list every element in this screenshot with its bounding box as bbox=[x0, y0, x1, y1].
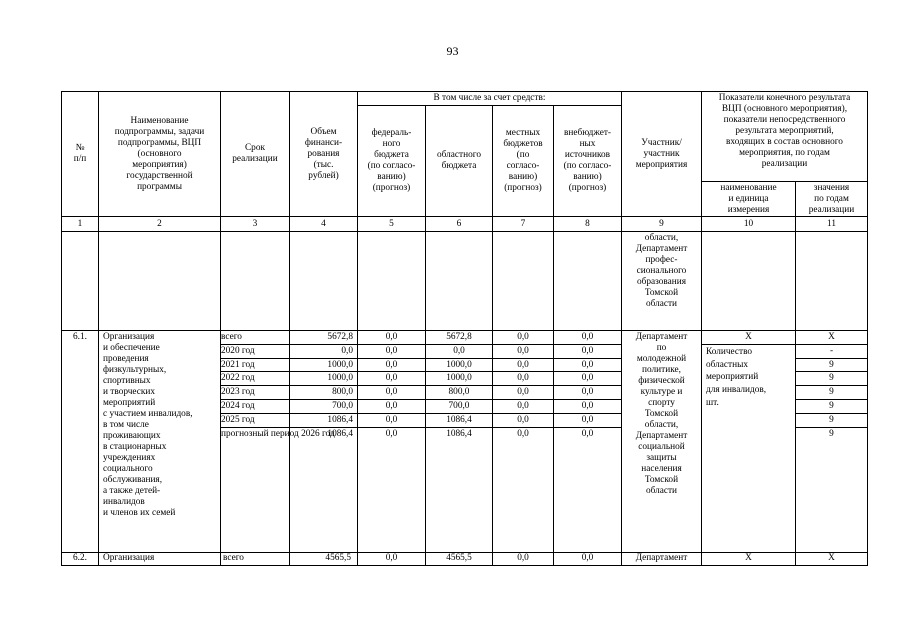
table-row-6-1 bbox=[62, 331, 868, 553]
row-participant: Департамент bbox=[622, 553, 702, 566]
federal-value: 0,0 bbox=[358, 386, 425, 400]
column-number: 8 bbox=[554, 217, 622, 232]
federal-value: 0,0 bbox=[358, 331, 425, 345]
row-participant: Департамент по молодежной политике, физической культуре и спорту Томской области, Департамент социальной защиты населения Томской области bbox=[622, 331, 702, 553]
column-number: 4 bbox=[290, 217, 358, 232]
header-period: Срок реализации bbox=[221, 92, 290, 217]
indicator-values bbox=[796, 331, 867, 440]
local-values bbox=[493, 331, 553, 440]
header-indicators-group bbox=[702, 92, 868, 217]
header-name: Наименование подпрограммы, задачи подпрограммы, ВЦП (основного мероприятия) государственной программы bbox=[99, 92, 221, 217]
indicator-value: - bbox=[796, 345, 867, 359]
total-values bbox=[290, 331, 357, 440]
indicator-value: 9 bbox=[796, 400, 867, 414]
regional-value: 1000,0 bbox=[426, 359, 492, 373]
extra-value: 0,0 bbox=[581, 428, 594, 439]
period: всего bbox=[221, 553, 290, 566]
local-value: 0,0 bbox=[493, 345, 553, 359]
header-sources-group: В том числе за счет средств: bbox=[358, 92, 622, 106]
regional-value: 700,0 bbox=[426, 400, 492, 414]
federal-value: 0,0 bbox=[358, 359, 425, 373]
period: 2020 год bbox=[221, 345, 289, 359]
column-number: 6 bbox=[426, 217, 493, 232]
column-number: 1 bbox=[62, 217, 99, 232]
federal-value: 0,0 bbox=[358, 414, 425, 428]
header-indicator-values: значения по годам реализации bbox=[808, 183, 855, 215]
indicator-value: 9 bbox=[829, 428, 834, 439]
column-number: 5 bbox=[358, 217, 426, 232]
indicator-value: 9 bbox=[796, 386, 867, 400]
total-value: 1086,4 bbox=[290, 414, 357, 428]
local-value: 0,0 bbox=[493, 372, 553, 386]
column-number: 11 bbox=[796, 217, 868, 232]
program-table bbox=[61, 91, 868, 566]
header-participant: Участник/ участник мероприятия bbox=[622, 92, 702, 217]
total-value: 1000,0 bbox=[290, 359, 357, 373]
period: 2022 год bbox=[221, 372, 289, 386]
indicator-value: 9 bbox=[796, 359, 867, 373]
total-value: 5672,8 bbox=[290, 331, 357, 345]
row-name: Организация и обеспечение проведения физкультурных, спортивных и творческих мероприятий с участием инвалидов, в том числе проживающих в стационарных учреждениях социального обслуживания, а также детей- инвалидов и членов их семей bbox=[99, 331, 221, 553]
continuation-participant: области, Департамент профес- сионального образования Томской области bbox=[622, 232, 702, 331]
federal-value: 0,0 bbox=[358, 400, 425, 414]
extra-value: 0,0 bbox=[554, 372, 621, 386]
header-extra: внебюджет- ных источников (по согласо- ванию) (прогноз) bbox=[554, 106, 622, 217]
header-local: местных бюджетов (по согласо- ванию) (прогноз) bbox=[493, 106, 554, 217]
indicator-value: 9 bbox=[796, 372, 867, 386]
header-indicators-title: Показатели конечного результата ВЦП (основного мероприятия), показатели непосредственного результата мероприятий, входящих в состав основного мероприятия, по годам реализации bbox=[702, 92, 867, 182]
regional-value: 1086,4 bbox=[426, 414, 492, 428]
period: всего bbox=[221, 331, 289, 345]
extra-value: 0,0 bbox=[554, 331, 621, 345]
period: 2024 год bbox=[221, 400, 289, 414]
indicator-value: 9 bbox=[796, 414, 867, 428]
row-number: 6.2. bbox=[62, 553, 99, 566]
period: 2023 год bbox=[221, 386, 289, 400]
local-value: 0,0 bbox=[493, 331, 553, 345]
header-federal: федераль- ного бюджета (по согласо- ванию) (прогноз) bbox=[358, 106, 426, 217]
extra-value: 0,0 bbox=[554, 386, 621, 400]
indicator-first: Х bbox=[702, 331, 795, 345]
period: прогнозный период 2026 год bbox=[221, 428, 335, 439]
extra-value: 0,0 bbox=[554, 400, 621, 414]
column-number: 7 bbox=[493, 217, 554, 232]
indicator-name: Количество областных мероприятий для инвалидов, шт. bbox=[706, 346, 767, 408]
extra-values bbox=[554, 331, 621, 440]
continuation-row bbox=[62, 232, 868, 331]
period-list bbox=[221, 331, 335, 440]
column-number: 9 bbox=[622, 217, 702, 232]
total-value: 1000,0 bbox=[290, 372, 357, 386]
row-number: 6.1. bbox=[62, 331, 99, 553]
local-value: 0,0 bbox=[517, 428, 529, 439]
indicator-name: Х bbox=[702, 553, 796, 566]
column-number: 2 bbox=[99, 217, 221, 232]
table-row-6-2 bbox=[62, 553, 868, 566]
header-indicator-name: наименование и единица измерения bbox=[702, 182, 796, 216]
regional-value: 800,0 bbox=[426, 386, 492, 400]
column-number: 10 bbox=[702, 217, 796, 232]
extra-value: 0,0 bbox=[554, 345, 621, 359]
row-name: Организация bbox=[99, 553, 221, 566]
regional-values bbox=[426, 331, 492, 440]
local-value: 0,0 bbox=[493, 414, 553, 428]
total-value: 1086,4 bbox=[327, 428, 353, 439]
extra-value: 0,0 bbox=[554, 414, 621, 428]
local-value: 0,0 bbox=[493, 553, 554, 566]
federal-value: 0,0 bbox=[358, 553, 426, 566]
total-value: 700,0 bbox=[290, 400, 357, 414]
header-number: № п/п bbox=[62, 92, 99, 217]
header-volume: Объем финанси- рования (тыс. рублей) bbox=[290, 92, 358, 217]
federal-value: 0,0 bbox=[358, 345, 425, 359]
regional-value: 5672,8 bbox=[426, 331, 492, 345]
federal-value: 0,0 bbox=[385, 428, 398, 439]
header-regional: областного бюджета bbox=[426, 106, 493, 217]
period: 2025 год bbox=[221, 414, 289, 428]
federal-values bbox=[358, 331, 425, 440]
total-value: 4565,5 bbox=[290, 553, 358, 566]
total-value: 800,0 bbox=[290, 386, 357, 400]
regional-value: 1000,0 bbox=[426, 372, 492, 386]
period: 2021 год bbox=[221, 359, 289, 373]
local-value: 0,0 bbox=[493, 400, 553, 414]
local-value: 0,0 bbox=[493, 386, 553, 400]
federal-value: 0,0 bbox=[358, 372, 425, 386]
extra-value: 0,0 bbox=[554, 359, 621, 373]
page-number: 93 bbox=[446, 44, 459, 58]
column-number-row bbox=[62, 217, 868, 232]
total-value: 0,0 bbox=[290, 345, 357, 359]
regional-value: 4565,5 bbox=[426, 553, 493, 566]
indicator-value: Х bbox=[796, 331, 867, 345]
indicator-value: Х bbox=[796, 553, 868, 566]
regional-value: 0,0 bbox=[426, 345, 492, 359]
regional-value: 1086,4 bbox=[446, 428, 472, 439]
column-number: 3 bbox=[221, 217, 290, 232]
extra-value: 0,0 bbox=[554, 553, 622, 566]
local-value: 0,0 bbox=[493, 359, 553, 373]
